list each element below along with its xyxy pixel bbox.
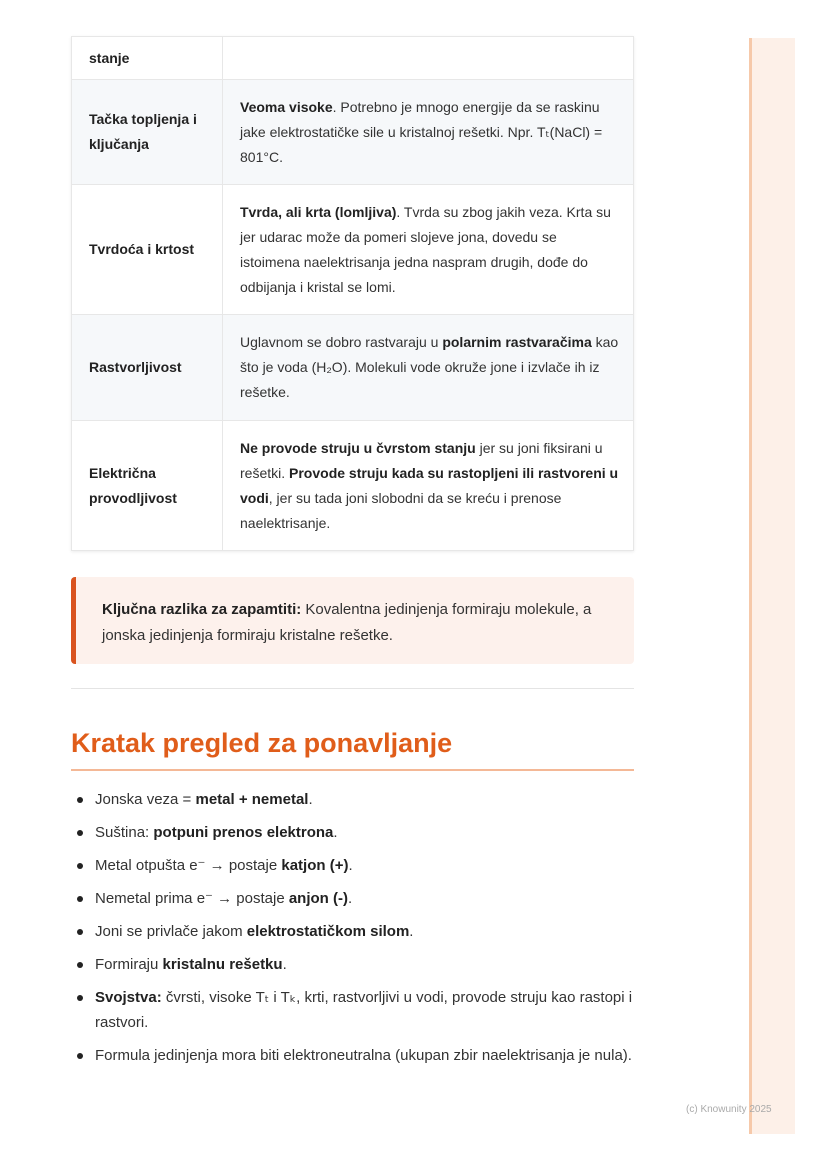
list-item: Svojstva: čvrsti, visoke Tₜ i Tₖ, krti, rastvorljivi u vodi, provode struju kao rastopi i rastvori. xyxy=(71,985,634,1035)
property-name: stanje xyxy=(72,37,223,80)
summary-list xyxy=(71,787,634,1076)
table-row xyxy=(72,315,634,421)
description-bold: Tvrda, ali krta (lomljiva) xyxy=(240,203,397,220)
list-item: Joni se privlače jakom elektrostatičkom silom. xyxy=(71,919,634,944)
property-name: Rastvorljivost xyxy=(72,315,223,421)
property-description xyxy=(223,421,634,551)
property-description xyxy=(223,315,634,421)
table-row xyxy=(72,421,634,551)
list-item: Suština: potpuni prenos elektrona. xyxy=(71,820,634,845)
table-row xyxy=(72,185,634,315)
list-item: Metal otpušta e⁻ → postaje katjon (+). xyxy=(71,853,634,878)
description-bold: Provode struju kada su rastopljeni ili rastvoreni u vodi xyxy=(240,464,619,506)
callout-label: Ključna razlika za zapamtiti: xyxy=(102,601,302,618)
section-title: Kratak pregled za ponavljanje xyxy=(71,728,453,758)
key-difference-callout xyxy=(71,577,634,664)
property-name: Električna provodljivost xyxy=(72,421,223,551)
list-item: Nemetal prima e⁻ → postaje anjon (-). xyxy=(71,886,634,911)
list-item: Jonska veza = metal + nemetal. xyxy=(71,787,634,812)
table-row xyxy=(72,80,634,185)
description-text: Uglavnom se dobro rastvaraju u xyxy=(240,334,443,350)
property-description xyxy=(223,185,634,315)
description-bold: Veoma visoke xyxy=(240,98,333,115)
callout-text: Kovalentna jedinjenja formiraju molekule, a jonska jedinjenja formiraju kristalne rešetke. xyxy=(102,601,592,644)
description-text: . Tvrda su zbog jakih veza. Krta su jer udarac može da pomeri slojeve jona, dovedu se istoimena naelektrisanja jedna naspram drugih, dođe do odbijanja i kristal se lomi. xyxy=(240,203,611,295)
property-name: Tvrdoća i krtost xyxy=(72,185,223,315)
property-description xyxy=(223,80,634,185)
title-underline xyxy=(71,769,634,771)
description-text: . Potrebno je mnogo energije da se raskinu jake elektrostatičke sile u kristalnoj rešetki. Npr. Tₜ(NaCl) = 801°C. xyxy=(240,98,603,165)
page-side-band xyxy=(749,38,795,1134)
description-bold: Ne provode struju u čvrstom stanju xyxy=(240,439,476,456)
table-row xyxy=(72,37,634,80)
properties-table xyxy=(71,36,634,551)
list-item: Formula jedinjenja mora biti elektroneutralna (ukupan zbir naelektrisanja je nula). xyxy=(71,1043,634,1068)
section-divider xyxy=(71,688,634,689)
description-text: kao što je voda (H₂O). Molekuli vode okruže jone i izvlače ih iz rešetke. xyxy=(240,334,619,400)
list-item: Formiraju kristalnu rešetku. xyxy=(71,952,634,977)
description-text: , jer su tada joni slobodni da se kreću i prenose naelektrisanje. xyxy=(240,489,562,531)
description-bold: polarnim rastvaračima xyxy=(442,334,592,350)
property-name: Tačka topljenja i ključanja xyxy=(72,80,223,185)
description-text: jer su joni fiksirani u rešetki. xyxy=(240,439,603,481)
copyright-text: (c) Knowunity 2025 xyxy=(686,1104,772,1115)
property-description xyxy=(223,37,634,80)
